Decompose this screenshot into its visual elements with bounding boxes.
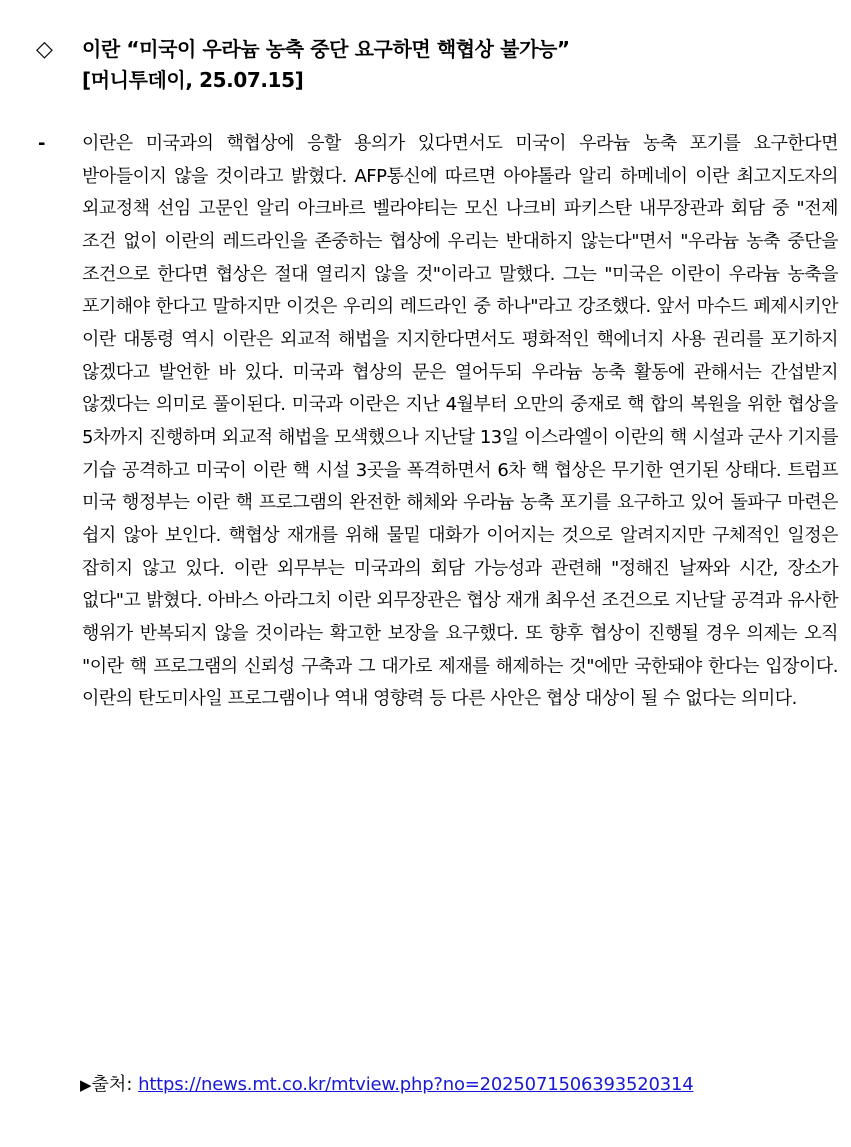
play-arrow-icon: ▶ bbox=[80, 1076, 92, 1094]
headline-title: 이란 “미국이 우라늄 농축 중단 요구하면 핵협상 불가능” bbox=[82, 37, 570, 61]
source-line bbox=[80, 1070, 693, 1100]
article-body-item bbox=[36, 128, 840, 716]
headline-source-meta: [머니투데이, 25.07.15] bbox=[82, 68, 304, 92]
article-body-text: 이란은 미국과의 핵협상에 응할 용의가 있다면서도 미국이 우라늄 농축 포기를 요구한다면 받아들이지 않을 것이라고 밝혔다. AFP통신에 따르면 아야톨라 알리 하메네이 이란 최고지도자의 외교정책 선임 고문인 알리 아크바르 벨라야티는 모신 나크비 파키스탄 내무장관과 회담 중 "전제 조건 없이 이란의 레드라인을 존중하는 협상에 우리는 반대하지 않는다"면서 "우라늄 농축 중단을 조건으로 한다면 협상은 절대 열리지 않을 것"이라고 말했다. 그는 "미국은 이란이 우라늄 농축을 포기해야 한다고 말하지만 이것은 우리의 레드라인 중 하나"라고 강조했다. 앞서 마수드 페제시키안 이란 대통령 역시 이란은 외교적 해법을 지지한다면서도 평화적인 핵에너지 사용 권리를 포기하지 않겠다고 발언한 바 있다. 미국과 협상의 문은 열어두되 우라늄 농축 활동에 관해서는 간섭받지 않겠다는 의미로 풀이된다. 미국과 이란은 지난 4월부터 오만의 중재로 핵 합의 복원을 위한 협상을 5차까지 진행하며 외교적 해법을 모색했으나 지난달 13일 이스라엘이 이란의 핵 시설과 군사 기지를 기습 공격하고 미국이 이란 핵 시설 3곳을 폭격하면서 6차 핵 협상은 무기한 연기된 상태다. 트럼프 미국 행정부는 이란 핵 프로그램의 완전한 해체와 우라늄 농축 포기를 요구하고 있어 돌파구 마련은 쉽지 않아 보인다. 핵협상 재개를 위해 물밑 대화가 이어지는 것으로 알려지지만 구체적인 일정은 잡히지 않고 있다. 이란 외무부는 미국과의 회담 가능성과 관련해 "정해진 날짜와 시간, 장소가 없다"고 밝혔다. 아바스 아라그치 이란 외무장관은 협상 재개 최우선 조건으로 지난달 공격과 유사한 행위가 반복되지 않을 것이라는 확고한 보장을 요구했다. 또 향후 협상이 진행될 경우 의제는 오직 "이란 핵 프로그램의 신뢰성 구축과 그 대가로 제재를 해제하는 것"에만 국한돼야 한다는 입장이다. 이란의 탄도미사일 프로그램이나 역내 영향력 등 다른 사안은 협상 대상이 될 수 없다는 의미다. bbox=[82, 133, 838, 710]
article-headline bbox=[36, 34, 836, 96]
source-label: 출처: bbox=[91, 1074, 139, 1095]
diamond-bullet-icon: ◇ bbox=[36, 37, 53, 62]
source-link[interactable]: https://news.mt.co.kr/mtview.php?no=2025071506393520314 bbox=[138, 1074, 694, 1095]
dash-bullet: - bbox=[38, 133, 46, 154]
